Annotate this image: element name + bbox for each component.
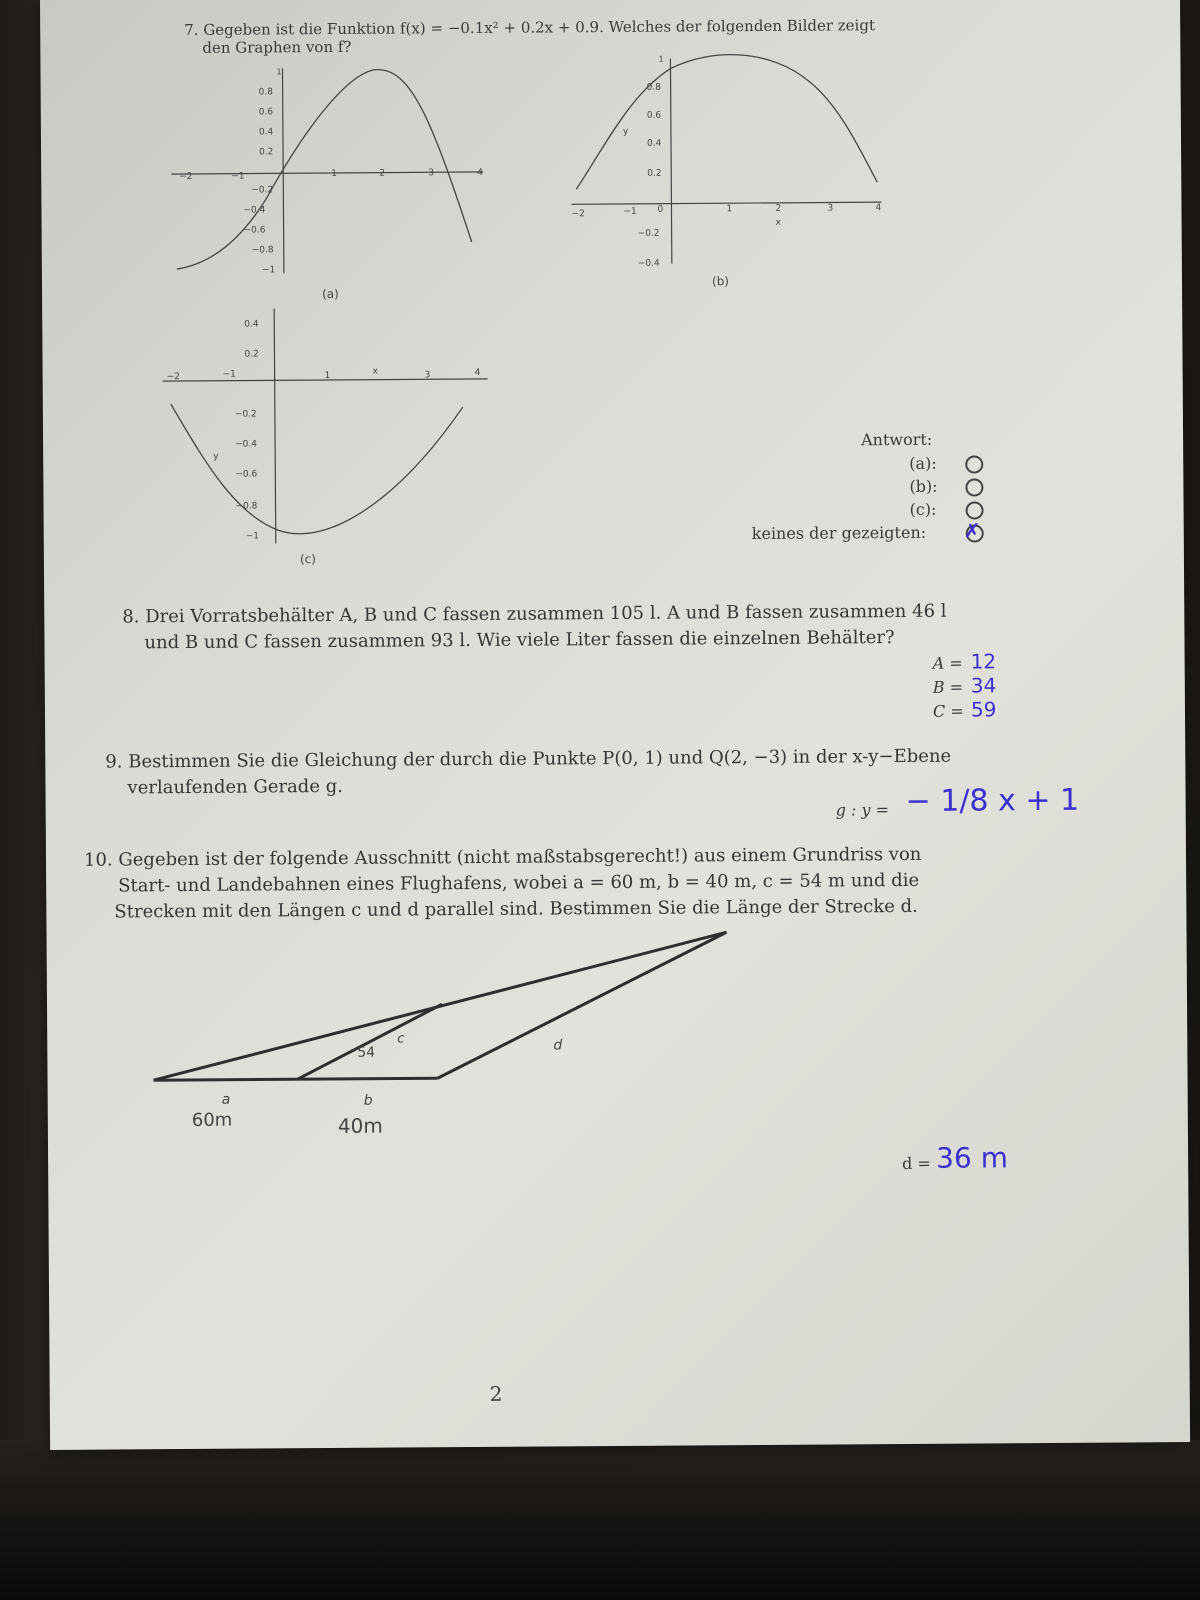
q7-option-b-label: (b): (909, 476, 938, 496)
graph-a-ytick: 0.6 (258, 107, 274, 118)
graph-b-caption: (b) (711, 274, 730, 289)
label-c: c (397, 1031, 405, 1047)
graph-c-ytick: −0.6 (235, 469, 258, 480)
q8-text-line2: und B und C fassen zusammen 93 l. Wie viele Liter fassen die einzelnen Behälter? (144, 627, 895, 654)
graph-a-xtick: 3 (428, 168, 434, 179)
graph-a-caption: (a) (322, 286, 339, 302)
graph-a-xtick: 4 (477, 167, 483, 178)
checked-cross-icon: ✗ (963, 518, 981, 543)
q9-text-line1: 9. Bestimmen Sie die Gleichung der durch die Punkte P(0, 1) und Q(2, −3) in der x-y−Ebene (105, 745, 952, 773)
graph-a-xtick: −1 (231, 171, 245, 182)
graph-b-ytick: 0.8 (646, 82, 661, 93)
q7-option-a-radio[interactable] (965, 455, 983, 473)
q7-answer-heading: Antwort: (861, 429, 933, 450)
q8-label-a: A = (932, 653, 963, 673)
graph-a-ytick: 0.8 (258, 87, 274, 98)
graph-b-xtick: 2 (775, 203, 782, 214)
graph-a (170, 57, 512, 309)
graph-a-xtick: 2 (379, 168, 385, 179)
graph-a-ytick: 0.4 (258, 127, 274, 138)
q8-answer-b: 34 (970, 673, 997, 698)
graph-b-xlabel: x (775, 217, 781, 228)
graph-b-ytick: 0.6 (646, 110, 662, 121)
label-b: b (363, 1092, 373, 1109)
q10-answer-label: d = (902, 1153, 931, 1174)
graph-a-ytick: −0.4 (243, 205, 266, 216)
q8-text-line1: 8. Drei Vorratsbehälter A, B und C fassen zusammen 105 l. A und B fassen zusammen 46 l (122, 600, 947, 628)
q9-text-line2: verlaufenden Gerade g. (127, 775, 343, 799)
graph-b-ylabel: y (622, 126, 629, 137)
graph-a-ytick: 0.2 (259, 147, 274, 158)
graph-a-xtick: 1 (331, 168, 337, 179)
graph-a-xtick: −2 (179, 171, 193, 183)
q8-answer-c: 59 (970, 697, 997, 722)
q10-answer: 36 m (935, 1141, 1009, 1175)
q8-answer-a: 12 (970, 649, 997, 674)
graph-c-xtick: 1 (324, 370, 331, 382)
label-d: d (553, 1037, 563, 1054)
hand-label-b: 40m (337, 1113, 383, 1138)
graph-b-xtick: 1 (726, 204, 733, 215)
graph-c-ytick: −0.8 (235, 501, 258, 512)
graph-a-ytick: −0.2 (251, 185, 274, 196)
q10-text-line2: Start- und Landebahnen eines Flughafens, wobei a = 60 m, b = 40 m, c = 54 m und die (118, 869, 920, 897)
graph-c-ytick: −0.2 (234, 409, 257, 420)
q7-option-none-label: keines der gezeigten: (751, 522, 927, 544)
label-a: a (221, 1091, 231, 1108)
graph-a-ytick: −1 (261, 265, 276, 276)
hand-label-c: 54 (357, 1044, 376, 1061)
graph-c-xtick: −2 (166, 372, 180, 383)
graph-c-caption: (c) (299, 552, 316, 567)
q8-label-c: C = (932, 701, 964, 721)
graph-c-xtick: x (372, 366, 378, 377)
hand-label-a: 60m (191, 1109, 233, 1131)
graph-c-xtick: −1 (222, 369, 236, 380)
page-number: 2 (489, 1381, 503, 1406)
graph-c-xtick: 4 (474, 367, 481, 378)
graph-b-xtick: −2 (571, 209, 585, 220)
runway-diagram (147, 930, 769, 1154)
graph-b-xtick: 3 (827, 203, 834, 214)
graph-b-xtick: 0 (657, 204, 664, 215)
graph-b-ytick: 0.2 (647, 168, 662, 179)
graph-c-ylabel: y (213, 451, 219, 462)
graph-c-ytick: 0.4 (244, 319, 259, 330)
exam-page (40, 0, 1190, 1450)
graph-c-ytick: −1 (245, 531, 260, 542)
q7-option-b-radio[interactable] (965, 478, 983, 496)
q7-option-c-radio[interactable] (966, 501, 984, 519)
graph-c-ytick: −0.4 (235, 439, 258, 450)
graph-b-ytick: −0.4 (637, 258, 660, 269)
graph-b-ytick: 0.4 (646, 138, 662, 149)
graph-b-xtick: −1 (623, 206, 637, 217)
graph-b-ytick: −0.2 (637, 228, 660, 239)
graph-b (570, 52, 912, 304)
q10-text-line1: 10. Gegeben ist der folgende Ausschnitt (nicht maßstabsgerecht!) aus einem Grundriss von (83, 843, 922, 871)
q10-text-line3: Strecken mit den Längen c und d parallel sind. Bestimmen Sie die Länge der Strecke d. (114, 895, 918, 923)
graph-c-ytick: 0.2 (244, 349, 259, 360)
q7-option-c-label: (c): (909, 499, 937, 519)
q9-label: g : y = (835, 800, 890, 820)
q9-answer: − 1/8 x + 1 (905, 782, 1080, 819)
table-edge-bottom (0, 1440, 1200, 1600)
q7-text-line1: 7. Gegeben ist die Funktion f(x) = −0.1x² + 0.2x + 0.9. Welches der folgenden Bilder zeigt (184, 16, 876, 39)
graph-c-xtick: 3 (424, 370, 431, 381)
graph-b-ytick: 1 (658, 54, 664, 64)
graph-b-xtick: 4 (875, 203, 882, 214)
graph-a-ytick: 1 (276, 67, 282, 77)
graph-a-ytick: −0.6 (243, 225, 266, 236)
q8-label-b: B = (932, 677, 964, 697)
q7-text-line2: den Graphen von f? (202, 37, 352, 57)
graph-c (162, 307, 504, 579)
graph-a-ytick: −0.8 (251, 245, 274, 256)
q7-option-a-label: (a): (909, 453, 937, 473)
